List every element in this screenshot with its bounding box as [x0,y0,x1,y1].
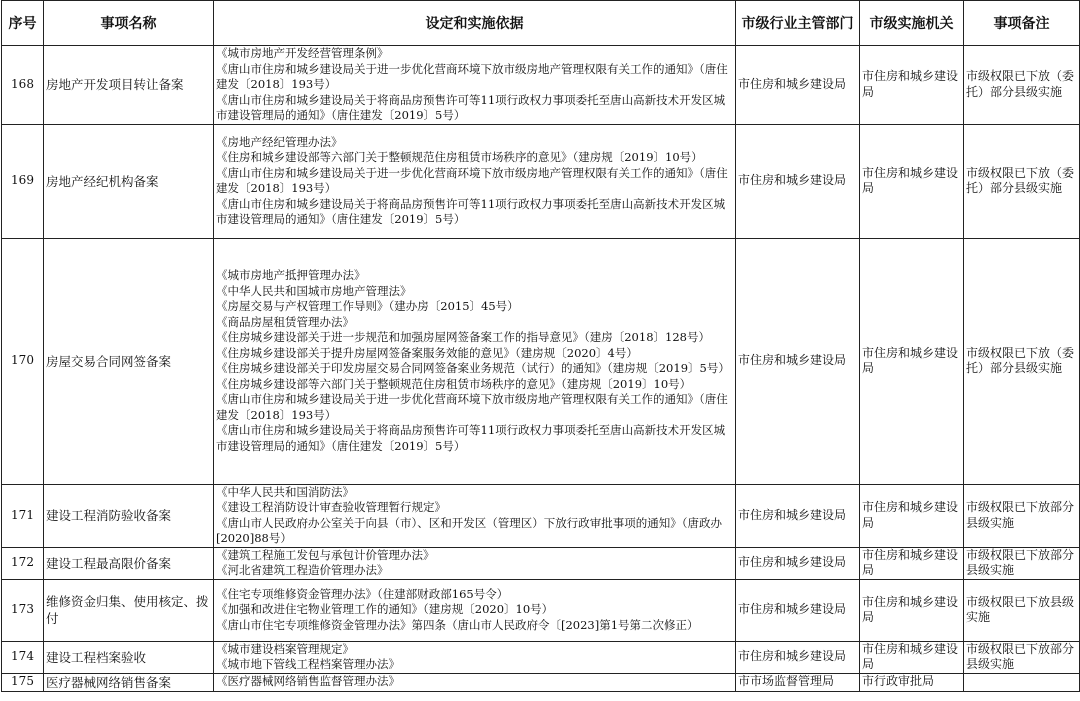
basis-line: 《房地产经纪管理办法》 [216,134,343,149]
basis-line: 《城市建设档案管理规定》 [216,641,354,656]
item-name: 维修资金归集、使用核定、拨付 [44,579,214,641]
dept-cell: 市住房和城乡建设局 [736,124,860,238]
basis-line: 《医疗器械网络销售监督管理办法》 [216,674,400,689]
header-note: 事项备注 [964,1,1080,46]
item-name: 建设工程档案验收 [44,641,214,673]
row-number: 168 [2,46,44,125]
item-name: 房地产经纪机构备案 [44,124,214,238]
basis-cell [214,124,736,238]
basis-line: 《建设工程消防设计审查验收管理暂行规定》 [216,500,446,514]
note-cell: 市级权限已下放部分县级实施 [964,641,1080,673]
org-cell: 市行政审批局 [860,673,964,691]
note-cell: 市级权限已下放部分县级实施 [964,547,1080,579]
table-row [2,673,1080,691]
basis-line: 《城市房地产抵押管理办法》 [216,268,366,282]
dept-cell: 市住房和城乡建设局 [736,484,860,547]
note-cell: 市级权限已下放县级实施 [964,579,1080,641]
table-row [2,238,1080,484]
header-basis: 设定和实施依据 [214,1,736,46]
header-dept: 市级行业主管部门 [736,1,860,46]
basis-cell [214,547,736,579]
basis-cell [214,641,736,673]
basis-line: 《房屋交易与产权管理工作导则》（建办房〔2015〕45号） [216,299,519,313]
basis-line: 《唐山市住宅专项维修资金管理办法》第四条（唐山市人民政府令〔[2023]第1号第二次修正） [216,617,699,632]
basis-line: 《城市地下管线工程档案管理办法》 [216,657,400,671]
dept-cell: 市住房和城乡建设局 [736,46,860,125]
items-table [1,0,1080,692]
table-row [2,124,1080,238]
table-row [2,641,1080,673]
header-no: 序号 [2,1,44,46]
basis-cell [214,238,736,484]
header-row [2,1,1080,46]
basis-cell [214,673,736,691]
basis-line: 《唐山市人民政府办公室关于向县（市）、区和开发区（管理区）下放行政审批事项的通知》（唐政办[2020]88号） [216,515,722,545]
basis-line: 《住房城乡建设部关于印发房屋交易合同网签备案业务规范（试行）的通知》（建房规〔2019〕5号） [216,361,730,375]
row-number: 174 [2,641,44,673]
org-cell: 市住房和城乡建设局 [860,579,964,641]
dept-cell: 市住房和城乡建设局 [736,579,860,641]
dept-cell: 市住房和城乡建设局 [736,641,860,673]
basis-line: 《住房和城乡建设部等六部门关于整顿规范住房租赁市场秩序的意见》（建房规〔2019〕10号） [216,150,703,164]
basis-line: 《唐山市住房和城乡建设局关于将商品房预售许可等11项行政权力事项委托至唐山高新技术开发区城市建设管理局的通知》（唐住建发〔2019〕5号） [216,423,726,453]
dept-cell: 市市场监督管理局 [736,673,860,691]
org-cell: 市住房和城乡建设局 [860,547,964,579]
basis-line: 《住房城乡建设部等六部门关于整顿规范住房租赁市场秩序的意见》（建房规〔2019〕10号） [216,376,692,391]
org-cell: 市住房和城乡建设局 [860,484,964,547]
row-number: 172 [2,547,44,579]
item-name: 房地产开发项目转让备案 [44,46,214,125]
item-name: 建设工程最高限价备案 [44,547,214,579]
row-number: 169 [2,124,44,238]
header-org: 市级实施机关 [860,1,964,46]
dept-cell: 市住房和城乡建设局 [736,238,860,484]
item-name: 房屋交易合同网签备案 [44,238,214,484]
basis-line: 《中华人民共和国城市房地产管理法》 [216,283,412,298]
note-cell: 市级权限已下放（委托）部分县级实施 [964,124,1080,238]
note-cell: 市级权限已下放（委托）部分县级实施 [964,238,1080,484]
basis-line: 《住房城乡建设部关于进一步规范和加强房屋网签备案工作的指导意见》（建房〔2018〕128号） [216,330,710,344]
org-cell: 市住房和城乡建设局 [860,641,964,673]
table-row [2,547,1080,579]
note-cell: 市级权限已下放（委托）部分县级实施 [964,46,1080,125]
basis-line: 《城市房地产开发经营管理条例》 [216,46,389,60]
note-cell [964,673,1080,691]
item-name: 医疗器械网络销售备案 [44,673,214,691]
basis-cell [214,579,736,641]
org-cell: 市住房和城乡建设局 [860,46,964,125]
basis-line: 《唐山市住房和城乡建设局关于将商品房预售许可等11项行政权力事项委托至唐山高新技术开发区城市建设管理局的通知》（唐住建发〔2019〕5号） [216,196,726,226]
basis-line: 《住宅专项维修资金管理办法》（住建部财政部165号令） [216,586,509,601]
basis-line: 《商品房屋租赁管理办法》 [216,314,354,329]
basis-cell [214,484,736,547]
org-cell: 市住房和城乡建设局 [860,238,964,484]
table-row [2,484,1080,547]
basis-line: 《加强和改进住宅物业管理工作的通知》（建房规〔2020〕10号） [216,602,554,617]
row-number: 173 [2,579,44,641]
note-cell: 市级权限已下放部分县级实施 [964,484,1080,547]
row-number: 171 [2,484,44,547]
table-body [2,46,1080,692]
basis-line: 《唐山市住房和城乡建设局关于进一步优化营商环境下放市级房地产管理权限有关工作的通知》（唐住建发〔2018〕193号） [216,392,728,422]
org-cell: 市住房和城乡建设局 [860,124,964,238]
header-name: 事项名称 [44,1,214,46]
row-number: 170 [2,238,44,484]
basis-line: 《河北省建筑工程造价管理办法》 [216,563,389,577]
dept-cell: 市住房和城乡建设局 [736,547,860,579]
basis-line: 《唐山市住房和城乡建设局关于进一步优化营商环境下放市级房地产管理权限有关工作的通知》（唐住建发〔2018〕193号） [216,165,728,195]
table-row [2,579,1080,641]
basis-line: 《唐山市住房和城乡建设局关于进一步优化营商环境下放市级房地产管理权限有关工作的通知》（唐住建发〔2018〕193号） [216,61,728,91]
basis-line: 《建筑工程施工发包与承包计价管理办法》 [216,547,435,562]
table-row [2,46,1080,125]
item-name: 建设工程消防验收备案 [44,484,214,547]
basis-line: 《唐山市住房和城乡建设局关于将商品房预售许可等11项行政权力事项委托至唐山高新技术开发区城市建设管理局的通知》（唐住建发〔2019〕5号） [216,92,726,122]
basis-line: 《住房城乡建设部关于提升房屋网签备案服务效能的意见》（建房规〔2020〕4号） [216,345,638,360]
basis-line: 《中华人民共和国消防法》 [216,484,354,499]
row-number: 175 [2,673,44,691]
basis-cell [214,46,736,125]
